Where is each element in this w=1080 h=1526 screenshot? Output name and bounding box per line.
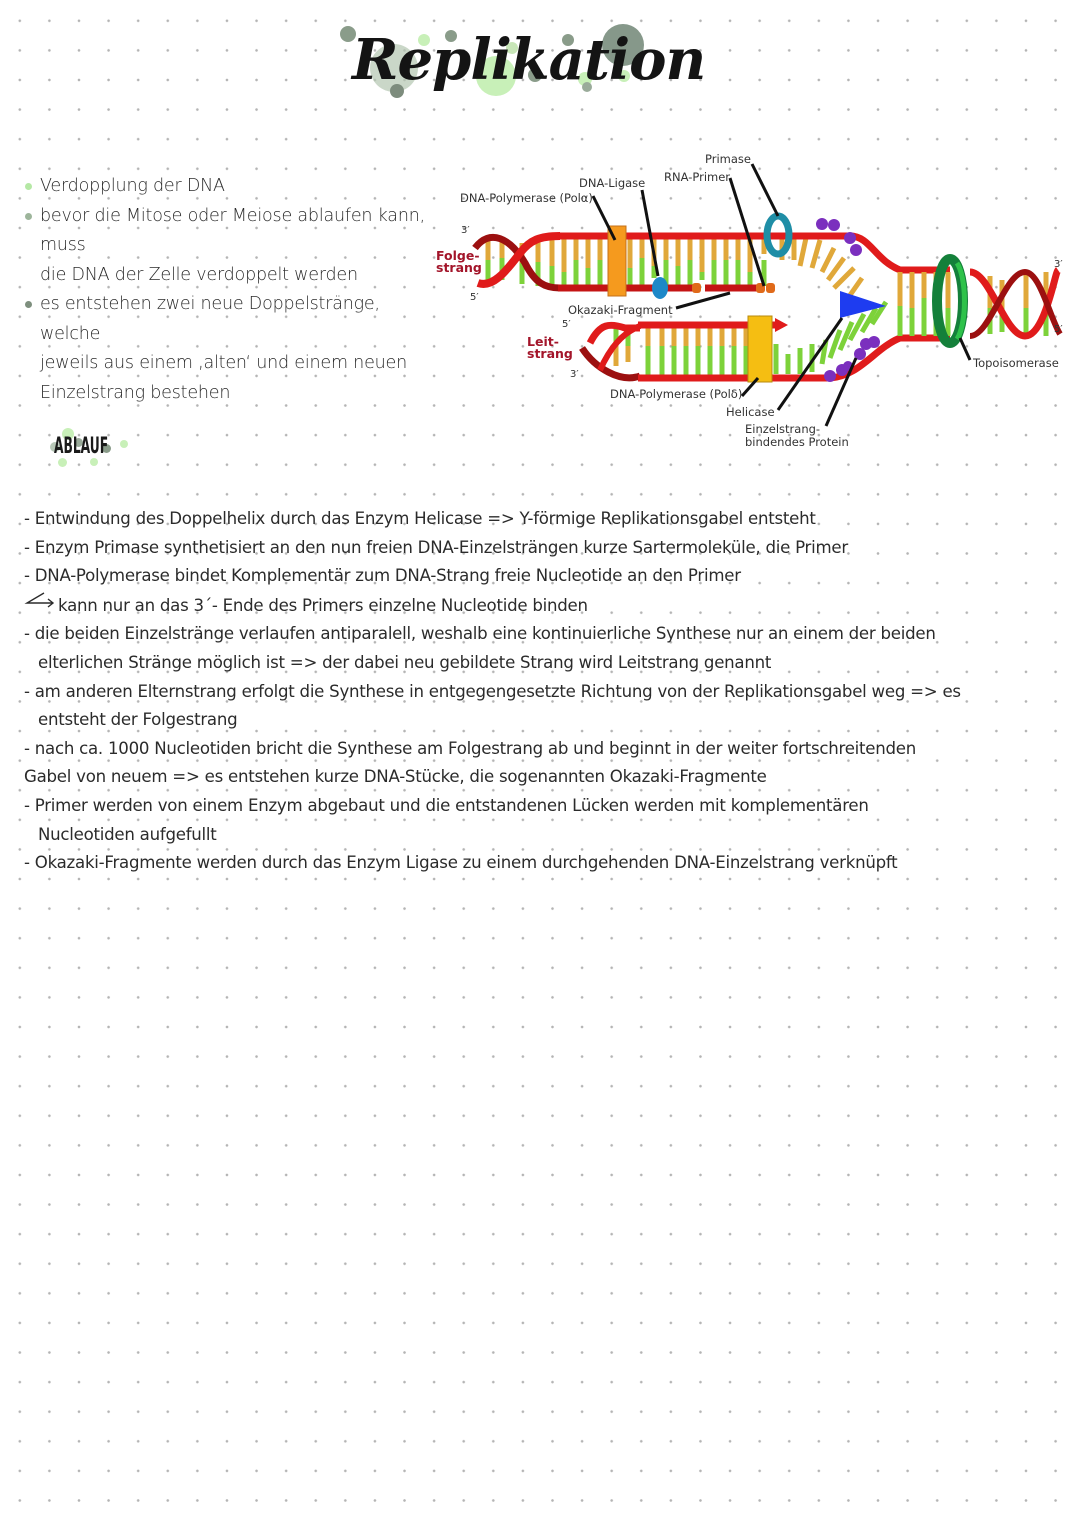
ligase-icon	[652, 277, 668, 299]
step-line: - Entwindung des Doppelhelix durch das Enzym Helicase => Y-förmige Replikationsgabel entsteht	[24, 509, 816, 528]
step-line-continued: Gabel von neuem => es entstehen kurze DNA-Stücke, die sogenannten Okazaki-Fragmente	[24, 767, 767, 787]
step-line: - am anderen Elternstrang erfolgt die Synthese in entgegengesetzte Richtung von der Replikationsgabel weg => es	[24, 681, 961, 701]
label-right-3prime: 3′	[1054, 259, 1063, 270]
bullet-dot-icon	[25, 301, 32, 308]
intro-line: Einzelstrang bestehen	[40, 382, 231, 403]
intro-line: es entstehen zwei neue Doppelstränge, welche	[40, 294, 380, 344]
section-heading: ABLAUF	[54, 434, 109, 459]
step-line-continued: elterlichen Stränge möglich ist => der dabei neu gebildete Strang wird Leitstrang genannt	[38, 652, 772, 672]
step-line: - DNA-Polymerase bindet Komplementär zum DNA-Strang freie Nucleotide an den Primer	[24, 566, 741, 586]
label-helicase: Helicase	[726, 405, 775, 419]
step-line: - nach ca. 1000 Nucleotiden bricht die Synthese am Folgestrang ab und beginnt in der weiter fortschreitenden	[24, 738, 917, 758]
label-okazaki-fragment: Okazaki-Fragment	[568, 303, 673, 317]
polymerase-delta-icon	[748, 316, 772, 382]
synthesis-direction-arrow-icon	[775, 318, 788, 332]
decor-dot	[120, 440, 128, 448]
base-pairs-parent	[900, 272, 1046, 336]
label-ssb	[745, 423, 849, 449]
label-rna-primer: RNA-Primer	[664, 170, 731, 184]
label-folgestrang	[436, 250, 482, 274]
step-line-continued: Nucleotiden aufgefullt	[38, 824, 217, 844]
label-top-5prime: 5′	[470, 292, 479, 303]
bullet-dot-icon	[25, 213, 32, 220]
decor-dot	[90, 458, 98, 466]
label-primase: Primase	[705, 152, 751, 166]
intro-bullet-1	[24, 172, 434, 202]
label-folgestrang-line2: strang	[436, 260, 482, 275]
section-heading-area	[44, 428, 134, 472]
step-line: - Okazaki-Fragmente werden durch das Enzym Ligase zu einem durchgehenden DNA-Einzelstrang verknüpft	[24, 853, 898, 873]
label-polymerase-alpha: DNA-Polymerase (Polα)	[460, 191, 593, 205]
step-line-note	[24, 591, 924, 621]
label-polymerase-delta: DNA-Polymerase (Polδ)	[610, 387, 743, 401]
bent-arrow-icon	[24, 591, 58, 621]
replication-fork-diagram	[430, 148, 1070, 458]
bullet-dot-icon	[25, 183, 32, 190]
label-dna-ligase: DNA-Ligase	[579, 176, 646, 190]
label-bottom-3prime: 3′	[570, 369, 579, 380]
label-folgestrang-line1: Folge-	[436, 248, 480, 263]
page-title-area	[330, 12, 706, 112]
label-right-5prime: 5′	[1054, 324, 1063, 335]
decor-dot	[58, 458, 67, 467]
label-ssb-line1: Einzelstrang-	[745, 422, 821, 436]
intro-list	[24, 172, 434, 408]
label-ssb-line2: bindendes Protein	[745, 435, 849, 449]
intro-line: jeweils aus einem ‚alten‘ und einem neuen	[40, 353, 407, 373]
label-top-3prime: 3′	[461, 225, 470, 236]
label-leitstrang-line1: Leit-	[527, 334, 559, 349]
intro-bullet-2	[24, 202, 434, 291]
label-bottom-5prime: 5′	[562, 319, 571, 330]
intro-bullet-3	[24, 290, 434, 408]
step-line: - Enzym Primase synthetisiert an den nun freien DNA-Einzelsträngen kurze Sartermoleküle, die Primer	[24, 537, 848, 557]
rna-primer-icon	[692, 283, 701, 293]
polymerase-alpha-icon	[608, 226, 626, 296]
process-steps	[24, 505, 961, 878]
rna-primer-icon	[766, 283, 775, 293]
intro-line: Verdopplung der DNA	[40, 176, 225, 196]
intro-line: bevor die Mitose oder Meiose ablaufen kann, muss	[40, 205, 425, 255]
step-line: - die beiden Einzelstränge verlaufen antiparalell, weshalb eine kontinuierliche Synthese nur an einem der beiden	[24, 624, 936, 644]
intro-line: die DNA der Zelle verdoppelt werden	[40, 264, 358, 285]
step-line-continued: entsteht der Folgestrang	[38, 710, 238, 730]
page-title: Replikation	[352, 27, 706, 93]
label-leitstrang-line2: strang	[527, 346, 573, 361]
step-line: - Primer werden von einem Enzym abgebaut und die entstandenen Lücken werden mit komplementären	[24, 795, 869, 815]
step-note-text: kann nur an das 3´- Ende des Primers einzelne Nucleotide binden	[58, 595, 588, 615]
label-leitstrang	[527, 336, 573, 360]
label-topoisomerase: Topoisomerase	[973, 356, 1059, 370]
